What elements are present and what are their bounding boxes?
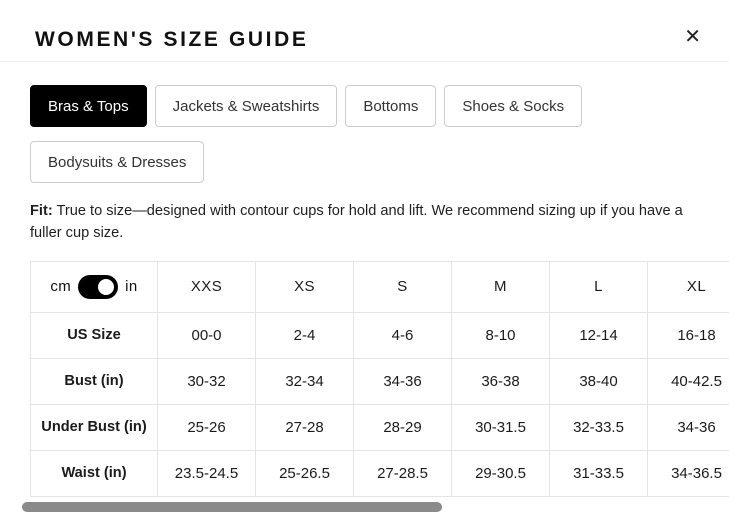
fit-note: [30, 201, 699, 245]
page-title: WOMEN'S SIZE GUIDE: [35, 27, 309, 51]
unit-label-in: in: [125, 278, 138, 296]
horizontal-scrollbar[interactable]: [0, 502, 729, 512]
table-row-under-bust-in: [31, 404, 729, 450]
cell-under-bust-in-xxs: 25-26: [158, 404, 256, 450]
cell-under-bust-in-l: 32-33.5: [550, 404, 648, 450]
tab-bodysuits-dresses[interactable]: Bodysuits & Dresses: [30, 141, 204, 183]
cell-bust-in-xs: 32-34: [256, 358, 354, 404]
fit-label: Fit:: [30, 203, 53, 219]
cell-us-size-m: 8-10: [452, 312, 550, 358]
cell-waist-in-xxs: 23.5-24.5: [158, 450, 256, 496]
row-label-us-size: US Size: [31, 312, 158, 358]
size-table: [30, 261, 729, 497]
table-row-us-size: [31, 312, 729, 358]
tab-bottoms[interactable]: Bottoms: [345, 85, 436, 127]
table-row-waist-in: [31, 450, 729, 496]
unit-toggle-cell: [31, 261, 158, 312]
category-tabs: [30, 85, 699, 183]
cell-under-bust-in-s: 28-29: [354, 404, 452, 450]
cell-under-bust-in-xs: 27-28: [256, 404, 354, 450]
cell-bust-in-s: 34-36: [354, 358, 452, 404]
cell-bust-in-l: 38-40: [550, 358, 648, 404]
tab-shoes-socks[interactable]: Shoes & Socks: [444, 85, 582, 127]
unit-label-cm: cm: [50, 278, 72, 296]
cell-under-bust-in-m: 30-31.5: [452, 404, 550, 450]
cell-waist-in-l: 31-33.5: [550, 450, 648, 496]
cell-waist-in-m: 29-30.5: [452, 450, 550, 496]
row-label-under-bust-in: Under Bust (in): [31, 404, 158, 450]
scrollbar-thumb[interactable]: [22, 502, 442, 512]
column-header-xs: XS: [256, 261, 354, 312]
close-button[interactable]: [678, 25, 707, 49]
cell-waist-in-xl: 34-36.5: [648, 450, 729, 496]
tab-bras-tops[interactable]: Bras & Tops: [30, 85, 147, 127]
cell-under-bust-in-xl: 34-36: [648, 404, 729, 450]
cell-us-size-xs: 2-4: [256, 312, 354, 358]
column-header-s: S: [354, 261, 452, 312]
column-header-xxs: XXS: [158, 261, 256, 312]
unit-toggle-switch[interactable]: [78, 275, 118, 299]
cell-waist-in-xs: 25-26.5: [256, 450, 354, 496]
tab-jackets-sweatshirts[interactable]: Jackets & Sweatshirts: [155, 85, 338, 127]
table-row-bust-in: [31, 358, 729, 404]
close-icon: ✕: [684, 25, 701, 48]
cell-us-size-s: 4-6: [354, 312, 452, 358]
row-label-waist-in: Waist (in): [31, 450, 158, 496]
modal-header: [0, 0, 729, 62]
table-body: [31, 312, 729, 496]
cell-bust-in-xxs: 30-32: [158, 358, 256, 404]
column-header-xl: XL: [648, 261, 729, 312]
cell-us-size-xl: 16-18: [648, 312, 729, 358]
table-header-row: [31, 261, 729, 312]
cell-waist-in-s: 27-28.5: [354, 450, 452, 496]
cell-us-size-xxs: 00-0: [158, 312, 256, 358]
cell-us-size-l: 12-14: [550, 312, 648, 358]
unit-toggle-knob: [96, 277, 116, 297]
size-table-scroll-area[interactable]: [30, 261, 729, 497]
fit-text: True to size—designed with contour cups for hold and lift. We recommend sizing up if you have a fuller cup size.: [30, 203, 683, 241]
cell-bust-in-xl: 40-42.5: [648, 358, 729, 404]
column-header-l: L: [550, 261, 648, 312]
row-label-bust-in: Bust (in): [31, 358, 158, 404]
cell-bust-in-m: 36-38: [452, 358, 550, 404]
column-header-m: M: [452, 261, 550, 312]
